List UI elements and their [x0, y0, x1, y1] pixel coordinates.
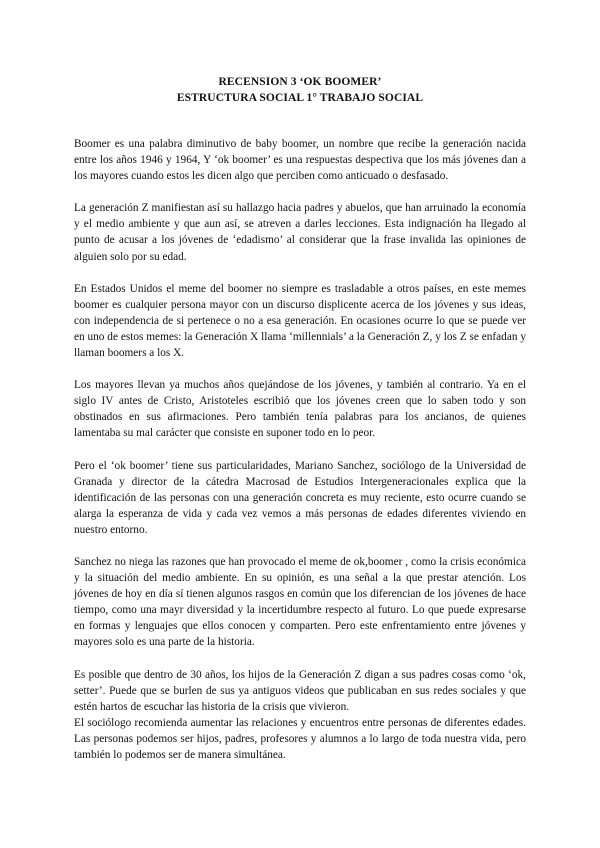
paragraph-3: En Estados Unidos el meme del boomer no siempre es trasladable a otros países, en este memes boomer es cualquier persona mayor con un discurso displicente acerca de los jóvenes y sus ideas, con independencia de si pertenece o no a esa generación. En ocasiones ocurre lo que se puede ver en uno de estos memes: la Generación X llama ‘millennials’ a la Generación Z, y los Z se enfadan y llaman boomers a los X. — [74, 282, 526, 360]
paragraph-2: La generación Z manifiestan así su hallazgo hacia padres y abuelos, que han arruinado la economía y el medio ambiente y que aun así, se atreven a darles lecciones. Esta indignación ha llegado al punto de acusar a los jóvenes de ‘edadismo’ al considerar que la frase invalida las opiniones de alguien solo por su edad. — [74, 202, 526, 263]
paragraph-6: Sanchez no niega las razones que han provocado el meme de ok,boomer , como la crisis económica y la situación del medio ambiente. En su opinión, es una señal a la que prestar atención. Los jóvenes de hoy en día sí tienen algunos rasgos en común que los diferencian de los jóvenes de hace tiempo, como una mayr diversidad y la incertidumbre respecto al futuro. Lo que puede expresarse en formas y lenguajes que ellos conocen y comparten. Pero este enfrentamiento entre jóvenes y mayores solo es una parte de la historia. — [74, 555, 526, 649]
paragraph-1: Boomer es una palabra diminutivo de baby boomer, un nombre que recibe la generación nacida entre los años 1946 y 1964, Y ‘ok boomer’ es una respuestas despectiva que los más jóvenes dan a los mayores cuando estos les dicen algo que perciben como anticuado o desfasado. — [74, 138, 526, 183]
paragraph-5: Pero el ‘ok boomer’ tiene sus particularidades, Mariano Sanchez, sociólogo de la Universidad de Granada y director de la cátedra Macrosad de Estudios Intergeneracionales explica que la identificación de las personas con una generación concreta es muy reciente, esto ocurre cuando se alarga la esperanza de vida y cada vez vemos a más personas de edades diferentes viviendo en nuestro entorno. — [74, 459, 526, 536]
paragraph-4: Los mayores llevan ya muchos años quejándose de los jóvenes, y también al contrario. Ya en el siglo IV antes de Cristo, Aristoteles escribió que los jóvenes creen que lo saben todo y son obstinados en sus afirmaciones. Pero también tenía palabras para los ancianos, de quienes lamentaba su mal carácter que consiste en suponer todo en lo peor. — [74, 379, 526, 440]
paragraph-7: Es posible que dentro de 30 años, los hijos de la Generación Z digan a sus padres cosas como ‘ok, setter’. Puede que se burlen de sus ya antiguos videos que publicaban en sus redes sociales y que estén hartos de escuchar las historia de la crisis que vivieron. — [74, 668, 526, 713]
title-line-2: ESTRUCTURA SOCIAL 1° TRABAJO SOCIAL — [176, 92, 424, 104]
document-title — [0, 74, 600, 106]
title-line-1: RECENSION 3 ‘OK BOOMER’ — [218, 76, 382, 88]
document-body — [74, 136, 526, 763]
paragraph-8: El sociólogo recomienda aumentar las relaciones y encuentros entre personas de diferentes edades. Las personas podemos ser hijos, padres, profesores y alumnos a lo largo de toda nuestra vida, pero también lo podemos ser de manera simultánea. — [74, 716, 526, 761]
